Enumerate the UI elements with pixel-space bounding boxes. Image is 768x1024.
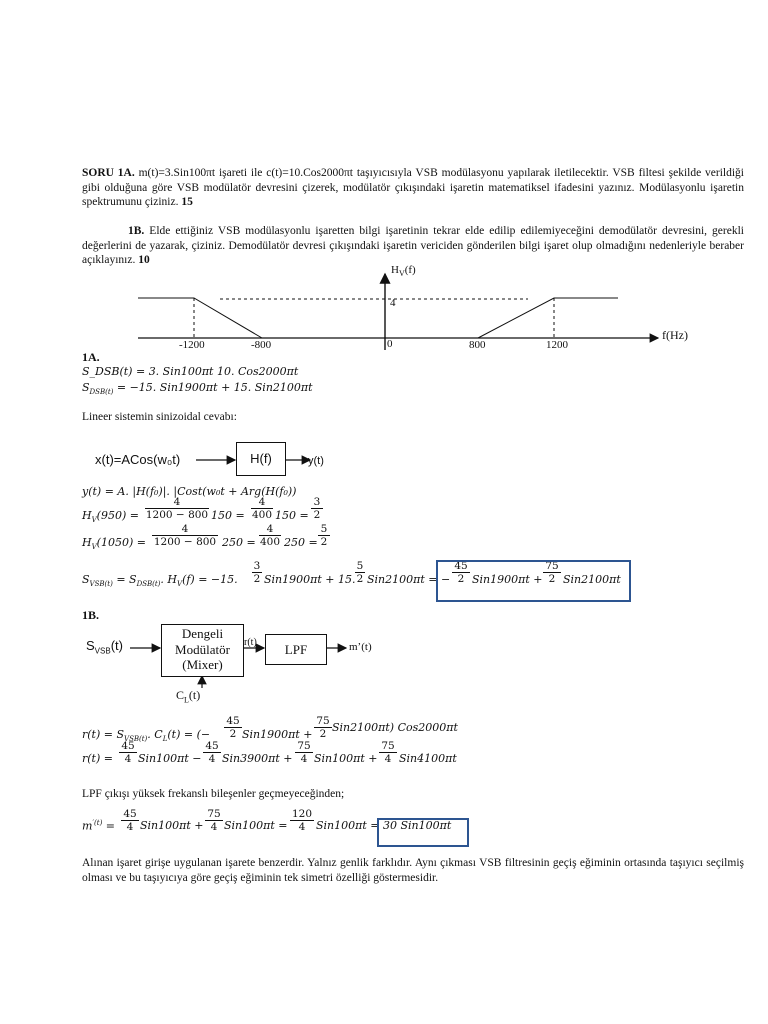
eq-rt-2-a: r(t) = bbox=[82, 752, 113, 765]
tick-label-zero: 0 bbox=[387, 338, 393, 350]
eq-response: y(t) = A. |H(f₀)|. |Cost(w₀t + Arg(H(f₀)) bbox=[82, 485, 297, 498]
eq-hv1050-lhs: $H_V(1050)$ = bbox=[82, 536, 146, 552]
lpf-output-text: LPF çıkışı yüksek frekanslı bileşenler geçmeyeceğinden; bbox=[82, 788, 345, 800]
eq-sdsb-1: S_DSB(t) = 3. Sin100πt 10. Cos2000πt bbox=[82, 365, 299, 378]
carrier-label: $C_L(t)$ bbox=[176, 688, 201, 705]
eq-mt-a: $m^{'(t)}$ = bbox=[82, 819, 116, 833]
eq-hv950-mid: 150 = bbox=[211, 509, 245, 522]
eq-mt-t2: Sin100πt = bbox=[224, 819, 288, 832]
eq-rt-1-a: $r(t) = S_{VSB(t)}$. $C_L(t)$ = (− bbox=[82, 728, 211, 744]
filter-response-right bbox=[478, 298, 618, 338]
eq-svsb-t3: Sin1900πt + bbox=[472, 573, 543, 586]
hf-input-label: x(t)=ACos(w₀t) bbox=[95, 452, 181, 467]
eq-rt-2-frac1: $\frac{45}{4}$ bbox=[119, 740, 137, 765]
eq-hv1050-mid: 250 = bbox=[222, 536, 256, 549]
question-1a-text: m(t)=3.Sin100πt işareti ile c(t)=10.Cos2000πt taşıyıcısıyla VSB modülasyonu yapılarak iletilecektir. VSB filtesi şekilde verildiği gibi olduğuna göre VSB modülatör devresini çizerek, modülatör çıkışındaki işaretin matematiksel ifadesini yazınız. Modülasyonlu işaretin spektrumunu çiziniz. bbox=[82, 167, 745, 209]
eq-rt-2-frac2: $\frac{45}{4}$ bbox=[203, 740, 221, 765]
eq-rt-2-frac3: $\frac{75}{4}$ bbox=[295, 740, 313, 765]
lpf-output-label: m’(t) bbox=[349, 641, 372, 653]
filter-response-left bbox=[138, 298, 262, 338]
question-1b-text: Elde ettiğiniz VSB modülasyonlu işaretten bilgi işaretinin tekrar elde edilip edilemiyeceğini demodülatör devresini, gerekli değerlerini de yazarak, çiziniz. Demodülatör devresi çıkışındaki işaretin vericiden gönderilen bilgi işaret olup olmadığını nedenleriyle beraber açıklayınız. bbox=[82, 225, 744, 267]
eq-svsb-t4: Sin2100πt bbox=[563, 573, 621, 586]
eq-rt-1-frac2: $\frac{75}{2}$ bbox=[314, 715, 332, 740]
mixer-line-1: Dengeli bbox=[181, 626, 224, 641]
eq-svsb-frac2: $\frac{5}{2}$ bbox=[356, 560, 364, 585]
eq-hv950-lhs: $H_V(950)$ = bbox=[82, 509, 139, 525]
lpf-block bbox=[265, 634, 327, 665]
eq-hv1050-mid2: 250 = bbox=[284, 536, 318, 549]
hf-output-label: y(t) bbox=[308, 455, 324, 467]
question-1a-points: 15 bbox=[181, 196, 193, 209]
eq-rt-2-t2: Sin3900πt + bbox=[222, 752, 293, 765]
svsb-input-label: $S_{VSB}(t)$ bbox=[86, 638, 123, 656]
mixer-block bbox=[161, 624, 244, 677]
eq-sdsb-2: $S_{DSB(t)} = -15$. Sin1900πt + 15. Sin2100πt bbox=[82, 381, 313, 397]
eq-hv950-frac2: $\frac{4}{400}$ bbox=[251, 496, 273, 521]
mt-result-highlight-box bbox=[377, 818, 469, 847]
conclusion-paragraph: Alınan işaret girişe uygulanan işarete benzerdir. Yalnız genlik farklıdır. Aynı çıkması VSB filtresinin geçiş eğiminin ortasında taşıyıcı seçilmiş olması ve bu taşıyıcıya göre geçiş eğiminin tek simetri özelliği göstermesidir. bbox=[82, 857, 744, 884]
eq-hv1050-frac2: $\frac{4}{400}$ bbox=[259, 523, 281, 548]
eq-svsb-frac4: $\frac{75}{2}$ bbox=[543, 560, 561, 585]
tick-label-neg800: -800 bbox=[251, 339, 272, 351]
eq-hv950-mid2: 150 = bbox=[275, 509, 309, 522]
eq-rt-2-frac4: $\frac{75}{4}$ bbox=[379, 740, 397, 765]
question-1a-title: SORU 1A. bbox=[82, 167, 135, 179]
question-1b-points: 10 bbox=[138, 254, 150, 267]
eq-rt-1-t1: Sin1900πt + bbox=[242, 728, 313, 741]
svsb-result-highlight-box bbox=[436, 560, 631, 602]
tick-label-800: 800 bbox=[469, 339, 486, 351]
graph-x-label: f(Hz) bbox=[662, 328, 688, 342]
hf-block bbox=[236, 442, 286, 476]
eq-rt-1-t2: Sin2100πt) Cos2000πt bbox=[332, 721, 458, 734]
eq-hv950-frac1: $\frac{4}{1200 - 800}$ bbox=[145, 496, 209, 521]
eq-hv1050-frac1: $\frac{4}{1200 - 800}$ bbox=[153, 523, 217, 548]
mixer-line-3: (Mixer) bbox=[182, 657, 223, 672]
graph-y-label: $H_V(f)$ bbox=[391, 264, 416, 279]
eq-rt-1-frac1: $\frac{45}{2}$ bbox=[224, 715, 242, 740]
tick-label-1200: 1200 bbox=[546, 339, 568, 351]
eq-mt-t3: Sin100πt = 30 Sin100πt bbox=[316, 819, 452, 832]
hf-block-label: H(f) bbox=[250, 451, 272, 466]
lpf-block-label: LPF bbox=[284, 642, 308, 657]
mixer-line-2: Modülatör bbox=[175, 641, 230, 657]
eq-hv1050-frac3: $\frac{5}{2}$ bbox=[318, 523, 330, 548]
eq-svsb-t2: Sin2100πt = − bbox=[367, 573, 451, 586]
eq-rt-2-t1: Sin100πt − bbox=[138, 752, 202, 765]
eq-svsb-lhs: $S_{VSB(t)} = S_{DSB(t)}$. $H_V(f) = -15$. bbox=[82, 573, 238, 589]
r-signal-label: r(t) bbox=[244, 637, 257, 648]
eq-svsb-frac1: $\frac{3}{2}$ bbox=[253, 560, 261, 585]
eq-mt-frac1: $\frac{45}{4}$ bbox=[121, 808, 139, 833]
answer-1a-heading: 1A. bbox=[82, 350, 100, 364]
linear-system-text: Lineer sistemin sinizoidal cevabı: bbox=[82, 411, 237, 423]
eq-hv950-frac3: $\frac{3}{2}$ bbox=[311, 496, 323, 521]
eq-rt-2-t4: Sin4100πt bbox=[399, 752, 457, 765]
eq-svsb-frac3: $\frac{45}{2}$ bbox=[452, 560, 470, 585]
eq-mt-t1: Sin100πt + bbox=[140, 819, 204, 832]
eq-mt-frac2: $\frac{75}{4}$ bbox=[205, 808, 223, 833]
graph-level-label: 4 bbox=[390, 297, 396, 309]
tick-label-neg1200: -1200 bbox=[179, 339, 205, 351]
eq-rt-2-t3: Sin100πt + bbox=[314, 752, 378, 765]
question-1b-label: 1B. bbox=[128, 225, 145, 237]
eq-mt-frac3: $\frac{120}{4}$ bbox=[291, 808, 313, 833]
eq-svsb-t1: Sin1900πt + 15. bbox=[264, 573, 356, 586]
answer-1b-heading: 1B. bbox=[82, 608, 100, 622]
